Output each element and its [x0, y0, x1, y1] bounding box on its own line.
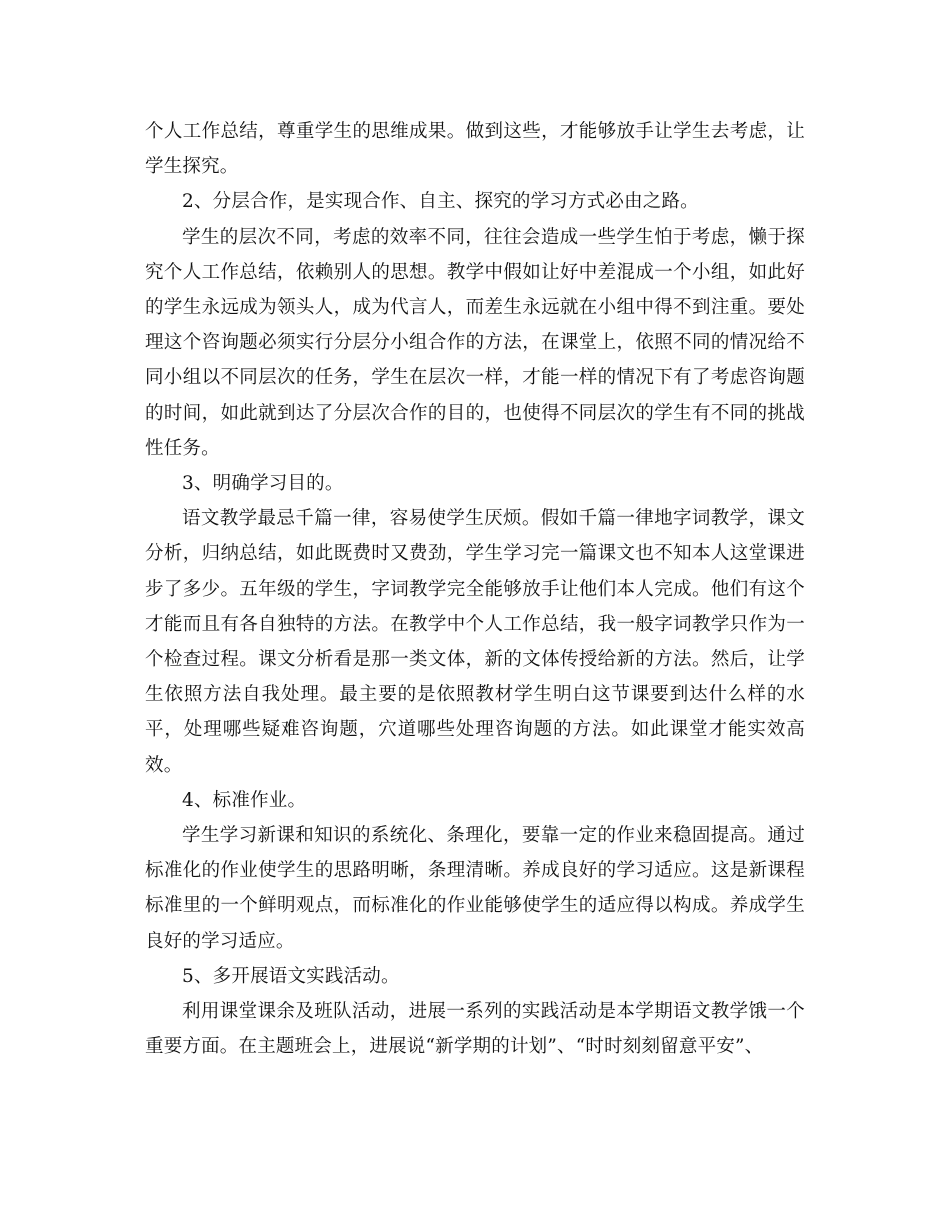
section-heading-2: 2、分层合作，是实现合作、自主、探究的学习方式必由之路。: [182, 191, 699, 213]
document-body: [145, 114, 805, 1064]
paragraph-learning-goals: 语文教学最忌千篇一律，容易使学生厌烦。假如千篇一律地字词教学，课文分析，归纳总结，如此既费时又费劲，学生学习完一篇课文也不知本人这堂课进步了多少。五年级的学生，字词教学完全能够放手让他们本人完成。他们有这个才能而且有各自独特的方法。在教学中个人工作总结，我一般字词教学只作为一个检查过程。课文分析看是那一类文体，新的文体传授给新的方法。然后，让学生依照方法自我处理。最主要的是依照教材学生明白这节课要到达什么样的水平，处理哪些疑难咨询题，穴道哪些处理咨询题的方法。如此课堂才能实效高效。: [145, 508, 805, 776]
section-heading-4: 4、标准作业。: [182, 789, 307, 811]
paragraph-layered-cooperation: 学生的层次不同，考虑的效率不同，往往会造成一些学生怕于考虑，懒于探究个人工作总结，依赖别人的思想。教学中假如让好中差混成一个小组，如此好的学生永远成为领头人，成为代言人，而差生永远就在小组中得不到注重。要处理这个咨询题必须实行分层分小组合作的方法，在课堂上，依照不同的情况给不同小组以不同层次的任务，学生在层次一样，才能一样的情况下有了考虑咨询题的时间，如此就到达了分层次合作的目的，也使得不同层次的学生有不同的挑战性任务。: [145, 226, 805, 459]
paragraph-standard-homework: 学生学习新课和知识的系统化、条理化，要靠一定的作业来稳固提高。通过标准化的作业使学生的思路明晰，条理清晰。养成良好的学习适应。这是新课程标准里的一个鲜明观点，而标准化的作业能够使学生的适应得以构成。养成学生良好的学习适应。: [145, 825, 805, 952]
section-heading-3: 3、明确学习目的。: [182, 473, 344, 495]
paragraph-practice-activities: 利用课堂课余及班队活动，进展一系列的实践活动是本学期语文教学饿一个重要方面。在主题班会上，进展说“新学期的计划”、“时时刻刻留意平安”、: [145, 1001, 805, 1058]
section-heading-5: 5、多开展语文实践活动。: [182, 965, 400, 987]
paragraph-continuation: 个人工作总结，尊重学生的思维成果。做到这些，才能够放手让学生去考虑，让学生探究。: [145, 121, 805, 178]
